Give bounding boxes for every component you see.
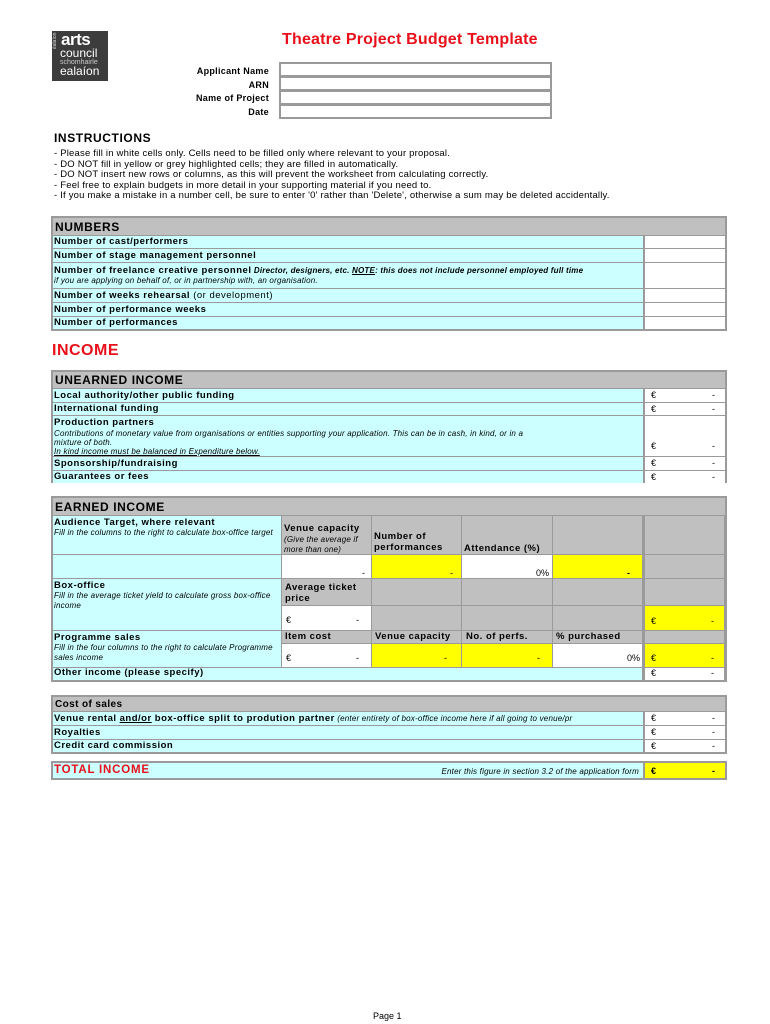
grey-cell	[372, 579, 462, 606]
grey-cell	[643, 579, 725, 606]
local-authority-input[interactable]	[643, 389, 725, 402]
logo-stack-text: éalaíon	[52, 32, 58, 49]
venue-capacity-2-header	[372, 631, 462, 644]
instruction-line: - Please fill in white cells only. Cells need to be filled only where relevant to your proposal.	[54, 148, 451, 159]
avg-ticket-label: Average ticket price	[285, 582, 357, 604]
blank-header	[553, 516, 643, 555]
numbers-heading: NUMBERS	[53, 218, 725, 236]
prog-capacity-value: -	[444, 653, 447, 663]
applicant-name-label: Applicant Name	[196, 66, 269, 76]
page-title: Theatre Project Budget Template	[282, 31, 538, 48]
amount-value: -	[712, 472, 715, 482]
currency-symbol: €	[286, 615, 292, 625]
item-cost-value: -	[356, 653, 359, 663]
venue-capacity-value: -	[362, 568, 365, 578]
international-label: International funding	[54, 403, 159, 414]
arn-field[interactable]	[279, 76, 552, 91]
cost-row	[53, 726, 725, 740]
numbers-row	[53, 289, 725, 303]
numbers-row	[53, 236, 725, 249]
cast-input[interactable]	[643, 236, 725, 248]
pct-purchased-input[interactable]	[553, 644, 643, 668]
box-office-block	[53, 579, 282, 631]
production-partners-note-1: Contributions of monetary value from organisations or entities supporting your application. This can be in cash, in kind, or in a	[54, 429, 524, 438]
audience-total-value: -	[627, 568, 630, 578]
amount-value: -	[712, 390, 715, 400]
unearned-heading: UNEARNED INCOME	[53, 372, 725, 389]
perf-weeks-label: Number of performance weeks	[54, 304, 207, 315]
num-perfs-label: Number of performances	[374, 531, 443, 553]
audience-total-calc	[553, 555, 643, 579]
production-partners-note-2: mixture of both.	[54, 438, 113, 447]
earned-heading: EARNED INCOME	[53, 498, 725, 516]
production-partners-input[interactable]	[643, 416, 725, 456]
rehearsal-suffix: (or development)	[190, 290, 274, 301]
currency-symbol: €	[286, 653, 292, 663]
no-perfs-label: No. of perfs.	[466, 631, 528, 642]
other-income-value: -	[711, 668, 714, 678]
amount-value: -	[712, 458, 715, 468]
rehearsal-input[interactable]	[643, 289, 725, 302]
amount-value: -	[712, 741, 715, 751]
avg-ticket-header	[282, 579, 372, 606]
audience-target-block	[53, 516, 282, 555]
instruction-line: - DO NOT insert new rows or columns, as this will prevent the worksheet from calculating correctly.	[54, 169, 489, 180]
performances-input[interactable]	[643, 317, 725, 329]
cost-of-sales-section	[51, 695, 727, 754]
project-name-field[interactable]	[279, 90, 552, 105]
item-cost-input[interactable]	[282, 644, 372, 668]
venue-capacity-header	[282, 516, 372, 555]
guarantees-input[interactable]	[643, 471, 725, 483]
royalties-input[interactable]	[643, 726, 725, 739]
freelance-note-2: if you are applying on behalf of, or in partnership with, an organisation.	[54, 276, 318, 285]
box-office-label: Box-office	[54, 580, 106, 591]
grey-cell	[462, 579, 553, 606]
applicant-name-field[interactable]	[279, 62, 552, 77]
unearned-row	[53, 389, 725, 403]
item-cost-header	[282, 631, 372, 644]
unearned-row	[53, 403, 725, 416]
instruction-line: - DO NOT fill in yellow or grey highlighted cells; they are filled in automatically.	[54, 159, 399, 170]
venue-capacity-note: (Give the average if more than one)	[284, 535, 358, 554]
date-label: Date	[248, 107, 269, 117]
arts-council-logo	[52, 31, 108, 81]
currency-symbol: €	[651, 741, 657, 751]
grey-cell	[372, 606, 462, 631]
earned-income-section	[51, 496, 727, 682]
grey-cell	[553, 606, 643, 631]
freelance-label-text: Number of freelance creative personnel	[54, 265, 252, 276]
programme-sales-block	[53, 631, 282, 668]
attendance-label: Attendance (%)	[464, 543, 541, 554]
arn-label: ARN	[248, 80, 269, 90]
programme-sales-note: Fill in the four columns to the right to calculate Programme sales income	[54, 643, 273, 662]
numbers-row	[53, 317, 725, 329]
venue-capacity-2-label: Venue capacity	[375, 631, 451, 642]
royalties-label: Royalties	[54, 727, 101, 738]
currency-symbol: €	[651, 616, 657, 626]
freelance-note-b: : this does not include personnel employed full time	[375, 266, 584, 275]
sponsorship-input[interactable]	[643, 457, 725, 470]
prog-perfs-calc	[462, 644, 553, 668]
instruction-line: - If you make a mistake in a number cell, be sure to enter '0' rather than 'Delete', otherwise a sum may be deleted accidentally.	[54, 190, 610, 201]
currency-symbol: €	[651, 390, 657, 400]
numbers-row	[53, 303, 725, 317]
freelance-label	[54, 265, 583, 276]
unearned-row	[53, 416, 725, 457]
logo-word-arts: arts	[61, 30, 91, 49]
cost-row	[53, 740, 725, 752]
box-office-total-calc	[643, 606, 725, 631]
venue-rental-label	[54, 713, 642, 724]
date-field[interactable]	[279, 104, 552, 119]
performances-label: Number of performances	[54, 317, 178, 328]
amount-value: -	[712, 727, 715, 737]
instruction-line: - Feel free to explain budgets in more detail in your supporting material if you need to.	[54, 180, 432, 191]
avg-ticket-value: -	[356, 615, 359, 625]
amount-value: -	[712, 713, 715, 723]
numbers-row	[53, 263, 725, 289]
unearned-row	[53, 471, 725, 483]
audience-target-label: Audience Target, where relevant	[54, 517, 216, 528]
numbers-section	[51, 216, 727, 331]
grey-cell	[462, 606, 553, 631]
instructions-heading: INSTRUCTIONS	[54, 131, 152, 145]
num-perfs-value: -	[450, 568, 453, 578]
programme-total-value: -	[711, 653, 714, 663]
programme-sales-label: Programme sales	[54, 632, 141, 643]
logo-word-council: council	[60, 46, 98, 60]
currency-symbol: €	[651, 441, 657, 451]
box-office-total-value: -	[711, 616, 714, 626]
audience-spacer	[53, 555, 282, 579]
other-income-label: Other income (please specify)	[54, 667, 204, 678]
numbers-row	[53, 249, 725, 263]
other-income-row	[53, 668, 643, 680]
box-office-note: Fill in the average ticket yield to calculate gross box-office income	[54, 591, 271, 610]
credit-card-input[interactable]	[643, 740, 725, 752]
other-income-input[interactable]	[643, 668, 725, 680]
rehearsal-label-text: Number of weeks rehearsal	[54, 290, 191, 301]
local-authority-label: Local authority/other public funding	[54, 390, 235, 401]
total-income-row	[51, 761, 727, 780]
unearned-row	[53, 457, 725, 471]
stage-mgmt-input[interactable]	[643, 249, 725, 262]
no-perfs-header	[462, 631, 553, 644]
grey-cell	[643, 555, 725, 579]
currency-symbol: €	[651, 668, 657, 678]
avg-ticket-input[interactable]	[282, 606, 372, 631]
income-heading: INCOME	[52, 342, 119, 359]
item-cost-label: Item cost	[285, 631, 332, 642]
programme-total-calc	[643, 644, 725, 668]
venue-rental-text-a: Venue rental	[54, 713, 120, 724]
venue-rental-input[interactable]	[643, 712, 725, 725]
currency-symbol: €	[651, 653, 657, 663]
currency-symbol: €	[651, 766, 657, 776]
audience-target-note: Fill in the columns to the right to calculate box-office target	[54, 528, 273, 537]
total-income-value-cell	[643, 763, 725, 778]
venue-capacity-label: Venue capacity	[284, 523, 360, 534]
rehearsal-label	[54, 290, 273, 301]
page-number: Page 1	[373, 1011, 402, 1021]
freelance-note-u: NOTE	[352, 266, 376, 275]
currency-symbol: €	[651, 404, 657, 414]
logo-word-schomhairle: schomhairle	[60, 59, 98, 66]
blank-total-header	[643, 516, 725, 555]
credit-card-label: Credit card commission	[54, 740, 174, 751]
project-name-label: Name of Project	[195, 93, 269, 103]
attendance-input[interactable]	[462, 555, 553, 579]
sponsorship-label: Sponsorship/fundraising	[54, 458, 178, 469]
unearned-income-section	[51, 370, 727, 483]
currency-symbol: €	[651, 472, 657, 482]
amount-value: -	[712, 441, 715, 451]
currency-symbol: €	[651, 458, 657, 468]
num-perfs-header	[372, 516, 462, 555]
pct-purchased-label: % purchased	[556, 631, 621, 642]
freelance-note-a: Director, designers, etc.	[251, 266, 353, 275]
cost-of-sales-heading: Cost of sales	[53, 697, 725, 712]
freelance-input[interactable]	[643, 263, 725, 288]
venue-rental-text-b: box-office split to prodution partner	[151, 713, 335, 724]
pct-purchased-value: 0%	[626, 653, 640, 663]
total-income-value: -	[712, 766, 715, 776]
logo-word-ealaion: ealaíon	[60, 64, 100, 78]
prog-perfs-value: -	[537, 653, 540, 663]
production-partners-note-3: In kind income must be balanced in Expenditure below.	[54, 447, 260, 456]
prog-capacity-calc	[372, 644, 462, 668]
international-input[interactable]	[643, 403, 725, 415]
total-income-note: Enter this figure in section 3.2 of the application form	[441, 767, 639, 776]
currency-symbol: €	[651, 727, 657, 737]
num-perfs-calc	[372, 555, 462, 579]
stage-mgmt-label: Number of stage management personnel	[54, 250, 257, 261]
pct-purchased-header	[553, 631, 643, 644]
currency-symbol: €	[651, 713, 657, 723]
venue-capacity-input[interactable]	[282, 555, 372, 579]
venue-rental-note: (enter entirety of box-office income here if all going to venue/pr	[334, 714, 573, 723]
perf-weeks-input[interactable]	[643, 303, 725, 316]
attendance-header	[462, 516, 553, 555]
attendance-value: 0%	[535, 568, 549, 578]
grey-cell	[643, 631, 725, 644]
venue-rental-text-u: and/or	[119, 713, 152, 724]
total-income-label: TOTAL INCOME	[54, 764, 150, 776]
amount-value: -	[712, 404, 715, 414]
guarantees-label: Guarantees or fees	[54, 471, 150, 482]
grey-cell	[553, 579, 643, 606]
production-partners-label: Production partners	[54, 417, 155, 428]
cast-label: Number of cast/performers	[54, 236, 189, 247]
cost-row	[53, 712, 725, 726]
